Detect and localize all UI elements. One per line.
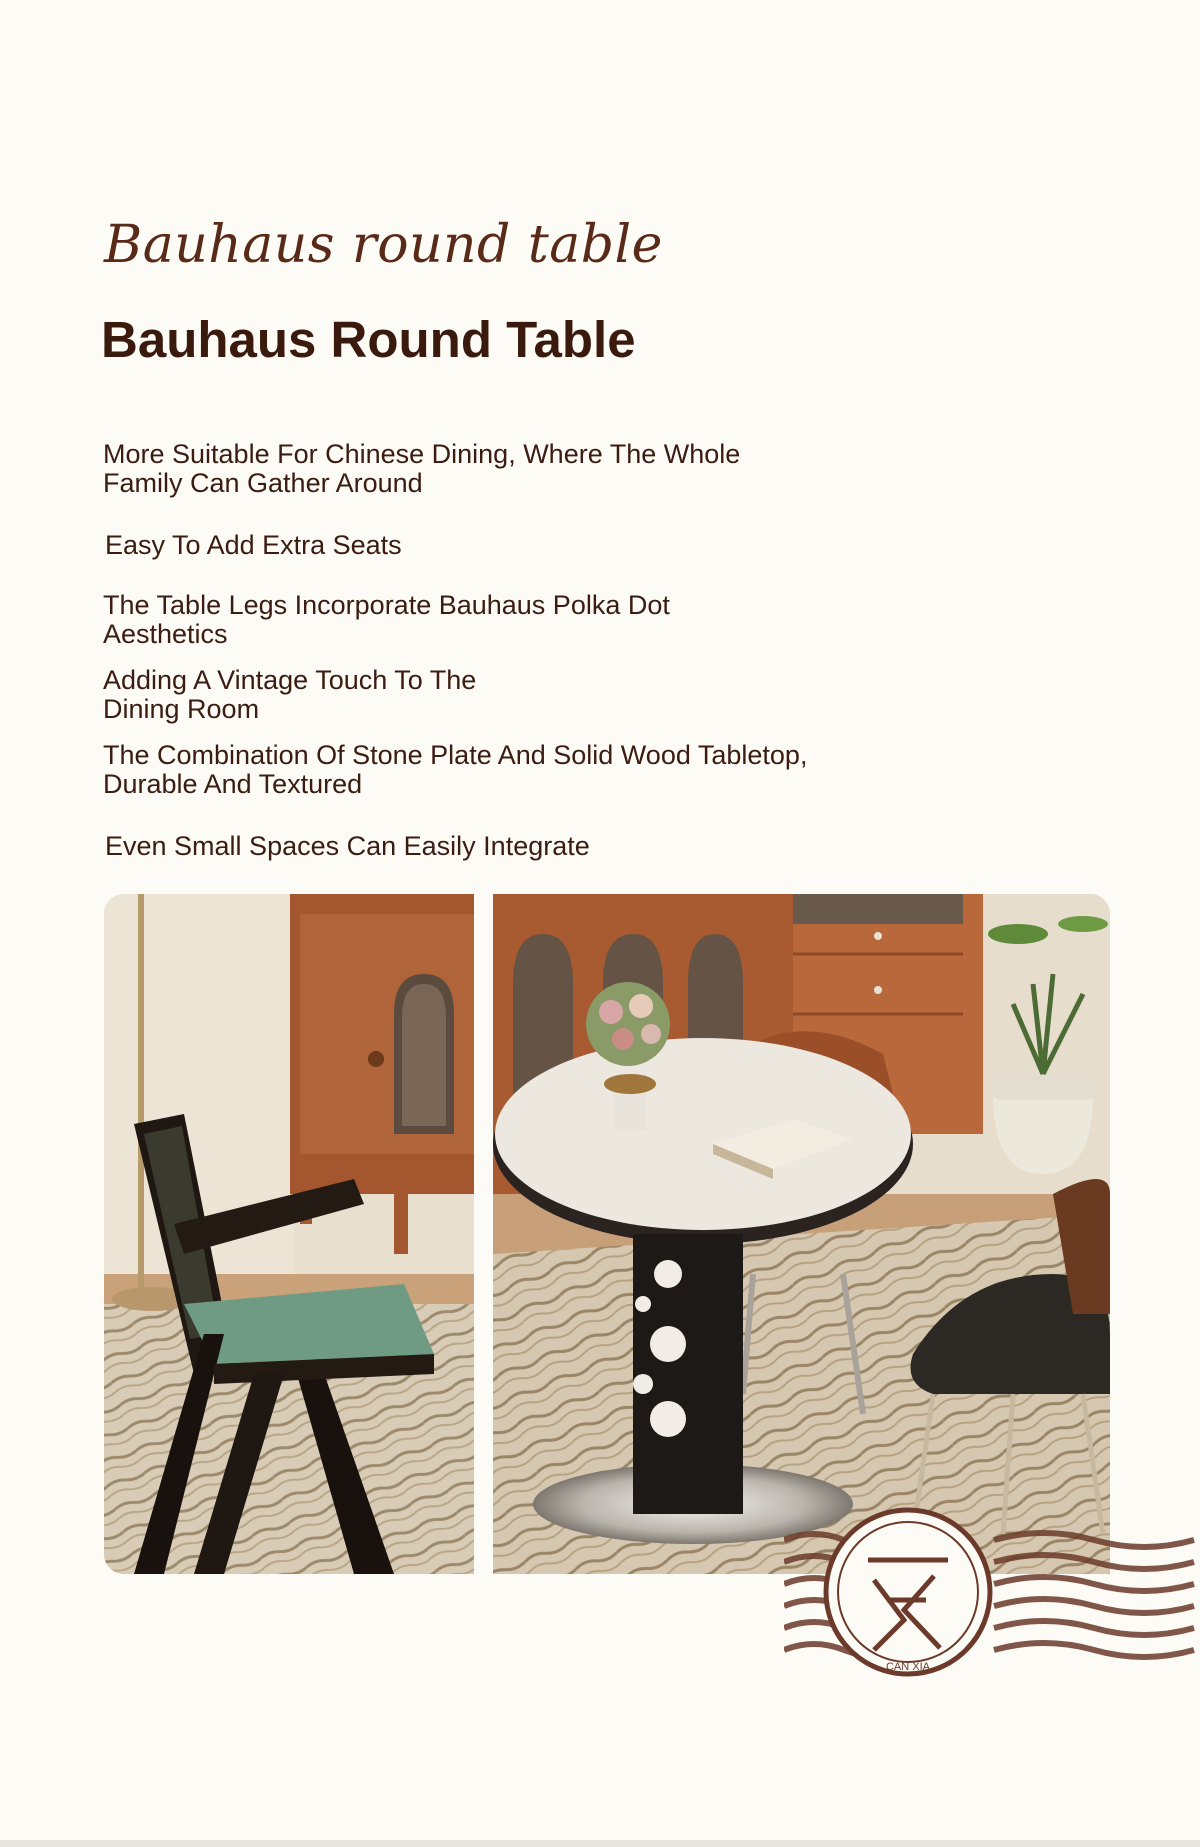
feature-line: The Table Legs Incorporate Bauhaus Polka Dot bbox=[103, 590, 670, 620]
feature-line: Adding A Vintage Touch To The bbox=[103, 665, 477, 695]
bottom-divider bbox=[0, 1840, 1200, 1847]
feature-item-3 bbox=[103, 591, 670, 649]
feature-item-5 bbox=[103, 741, 807, 799]
brand-seal-logo bbox=[784, 1500, 1200, 1696]
table-photo bbox=[493, 894, 1110, 1574]
script-title: Bauhaus round table bbox=[104, 215, 663, 275]
feature-line: Easy To Add Extra Seats bbox=[105, 530, 402, 560]
stamp-text: CAN XIA bbox=[885, 1661, 931, 1673]
feature-line: Dining Room bbox=[103, 694, 260, 724]
feature-line: The Combination Of Stone Plate And Solid Wood Tabletop, bbox=[103, 740, 808, 770]
page-title: Bauhaus Round Table bbox=[101, 311, 636, 368]
feature-line: Even Small Spaces Can Easily Integrate bbox=[105, 831, 590, 861]
feature-item-4 bbox=[103, 666, 476, 724]
chair-photo bbox=[104, 894, 474, 1574]
feature-item-1 bbox=[103, 440, 740, 498]
feature-line: Durable And Textured bbox=[103, 769, 363, 799]
feature-line: More Suitable For Chinese Dining, Where The Whole bbox=[103, 439, 741, 469]
feature-line: Family Can Gather Around bbox=[103, 468, 423, 498]
feature-line: Aesthetics bbox=[103, 619, 228, 649]
feature-item-2 bbox=[105, 531, 402, 560]
feature-item-6 bbox=[105, 832, 590, 861]
